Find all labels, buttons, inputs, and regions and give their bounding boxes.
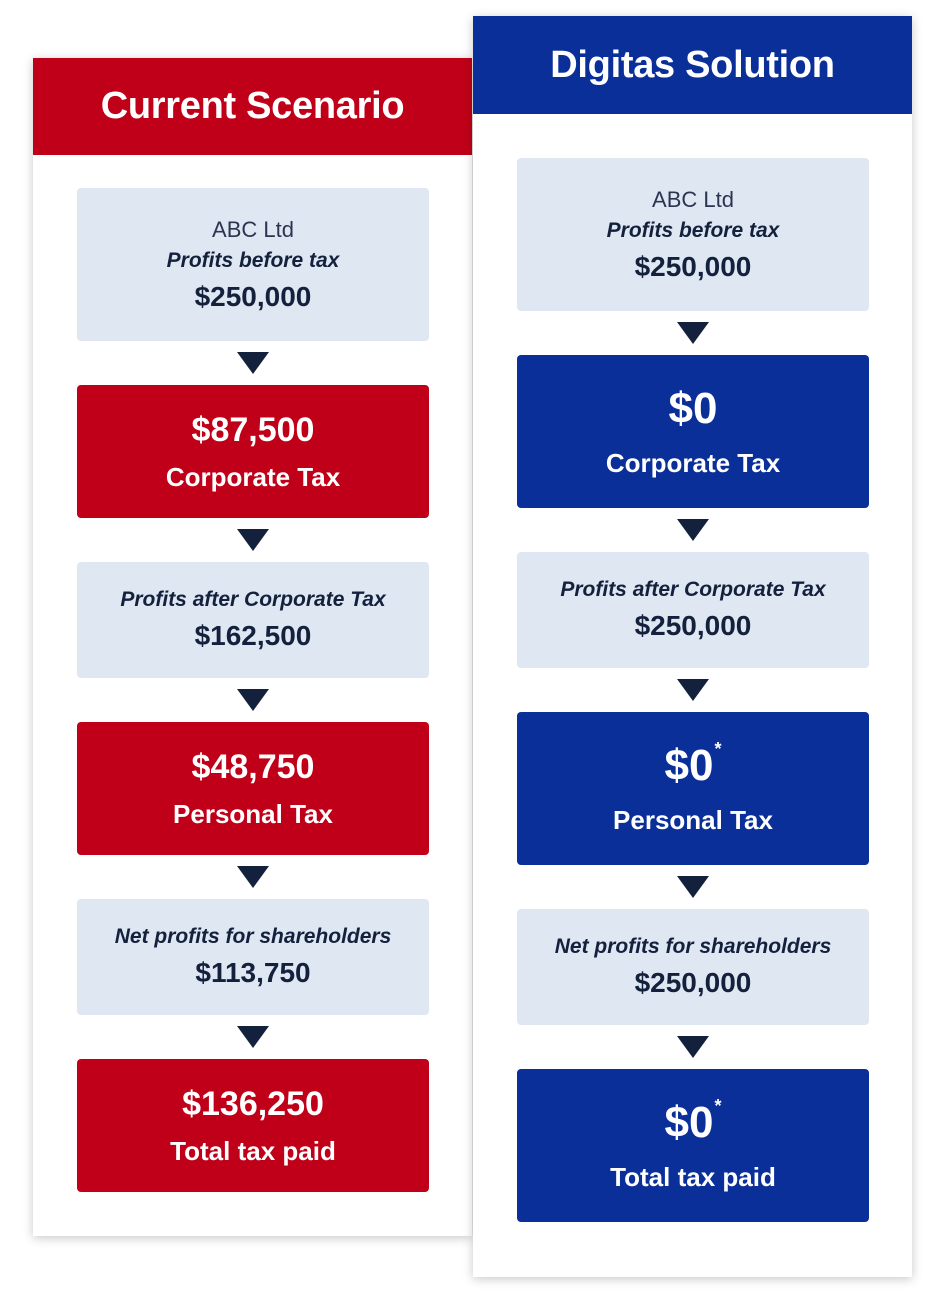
personal-tax-value: $0 [664,741,714,790]
corporate-tax-value: $0 [668,384,718,433]
digitas-solution-title: Digitas Solution [473,16,912,114]
arrow-down-icon [237,529,269,551]
personal-tax-amount [665,741,722,791]
arrow-down-icon [677,679,709,701]
digitas-solution-flow [517,158,869,1222]
current-profits-before-tax-box [77,188,429,341]
digitas-total-tax-box [517,1069,869,1222]
arrow-down-icon [237,1026,269,1048]
personal-tax-value: $48,750 [191,747,315,786]
digitas-corporate-tax-box [517,355,869,508]
arrow-down-icon [677,519,709,541]
profits-before-tax-label: Profits before tax [166,248,340,272]
total-tax-label: Total tax paid [610,1162,776,1192]
asterisk-footnote-mark: * [714,739,722,759]
current-personal-tax-box [77,722,429,855]
current-total-tax-box [77,1059,429,1192]
total-tax-label: Total tax paid [170,1135,336,1166]
profits-before-tax-label: Profits before tax [606,218,780,242]
flow-arrow [77,518,429,562]
current-net-profits-box [77,899,429,1015]
flow-arrow [77,1015,429,1059]
arrow-down-icon [677,876,709,898]
corporate-tax-label: Corporate Tax [605,448,781,478]
flow-arrow [517,1025,869,1069]
arrow-down-icon [677,1036,709,1058]
profits-after-tax-label: Profits after Corporate Tax [120,588,386,611]
profits-after-tax-label: Profits after Corporate Tax [560,578,826,601]
profits-after-tax-value: $162,500 [194,620,312,651]
net-profits-value: $113,750 [195,957,311,988]
arrow-down-icon [677,322,709,344]
company-name: ABC Ltd [652,186,734,212]
personal-tax-label: Personal Tax [613,805,773,835]
flow-arrow [517,508,869,552]
digitas-personal-tax-box [517,712,869,865]
flow-arrow [77,855,429,899]
flow-arrow [77,341,429,385]
digitas-profits-before-tax-box [517,158,869,311]
arrow-down-icon [237,689,269,711]
current-corporate-tax-box [77,385,429,518]
current-scenario-panel [33,58,472,1236]
net-profits-label: Net profits for shareholders [554,935,832,958]
current-scenario-flow [77,188,429,1192]
flow-arrow [517,865,869,909]
asterisk-footnote-mark: * [714,1096,722,1116]
current-profits-after-tax-box [77,562,429,678]
digitas-net-profits-box [517,909,869,1025]
total-tax-value: $0 [664,1098,714,1147]
net-profits-label: Net profits for shareholders [114,925,392,948]
net-profits-value: $250,000 [634,967,752,998]
corporate-tax-label: Corporate Tax [165,461,341,492]
total-tax-amount [665,1098,722,1148]
arrow-down-icon [237,352,269,374]
personal-tax-label: Personal Tax [173,798,333,829]
digitas-solution-panel [473,16,912,1277]
current-scenario-title: Current Scenario [33,58,472,155]
flow-arrow [77,678,429,722]
profits-before-tax-value: $250,000 [194,280,312,312]
digitas-profits-after-tax-box [517,552,869,668]
profits-before-tax-value: $250,000 [634,250,752,282]
flow-arrow [517,668,869,712]
profits-after-tax-value: $250,000 [634,610,752,641]
flow-arrow [517,311,869,355]
arrow-down-icon [237,866,269,888]
corporate-tax-value: $87,500 [191,410,315,449]
company-name: ABC Ltd [212,216,294,242]
total-tax-value: $136,250 [182,1084,324,1123]
